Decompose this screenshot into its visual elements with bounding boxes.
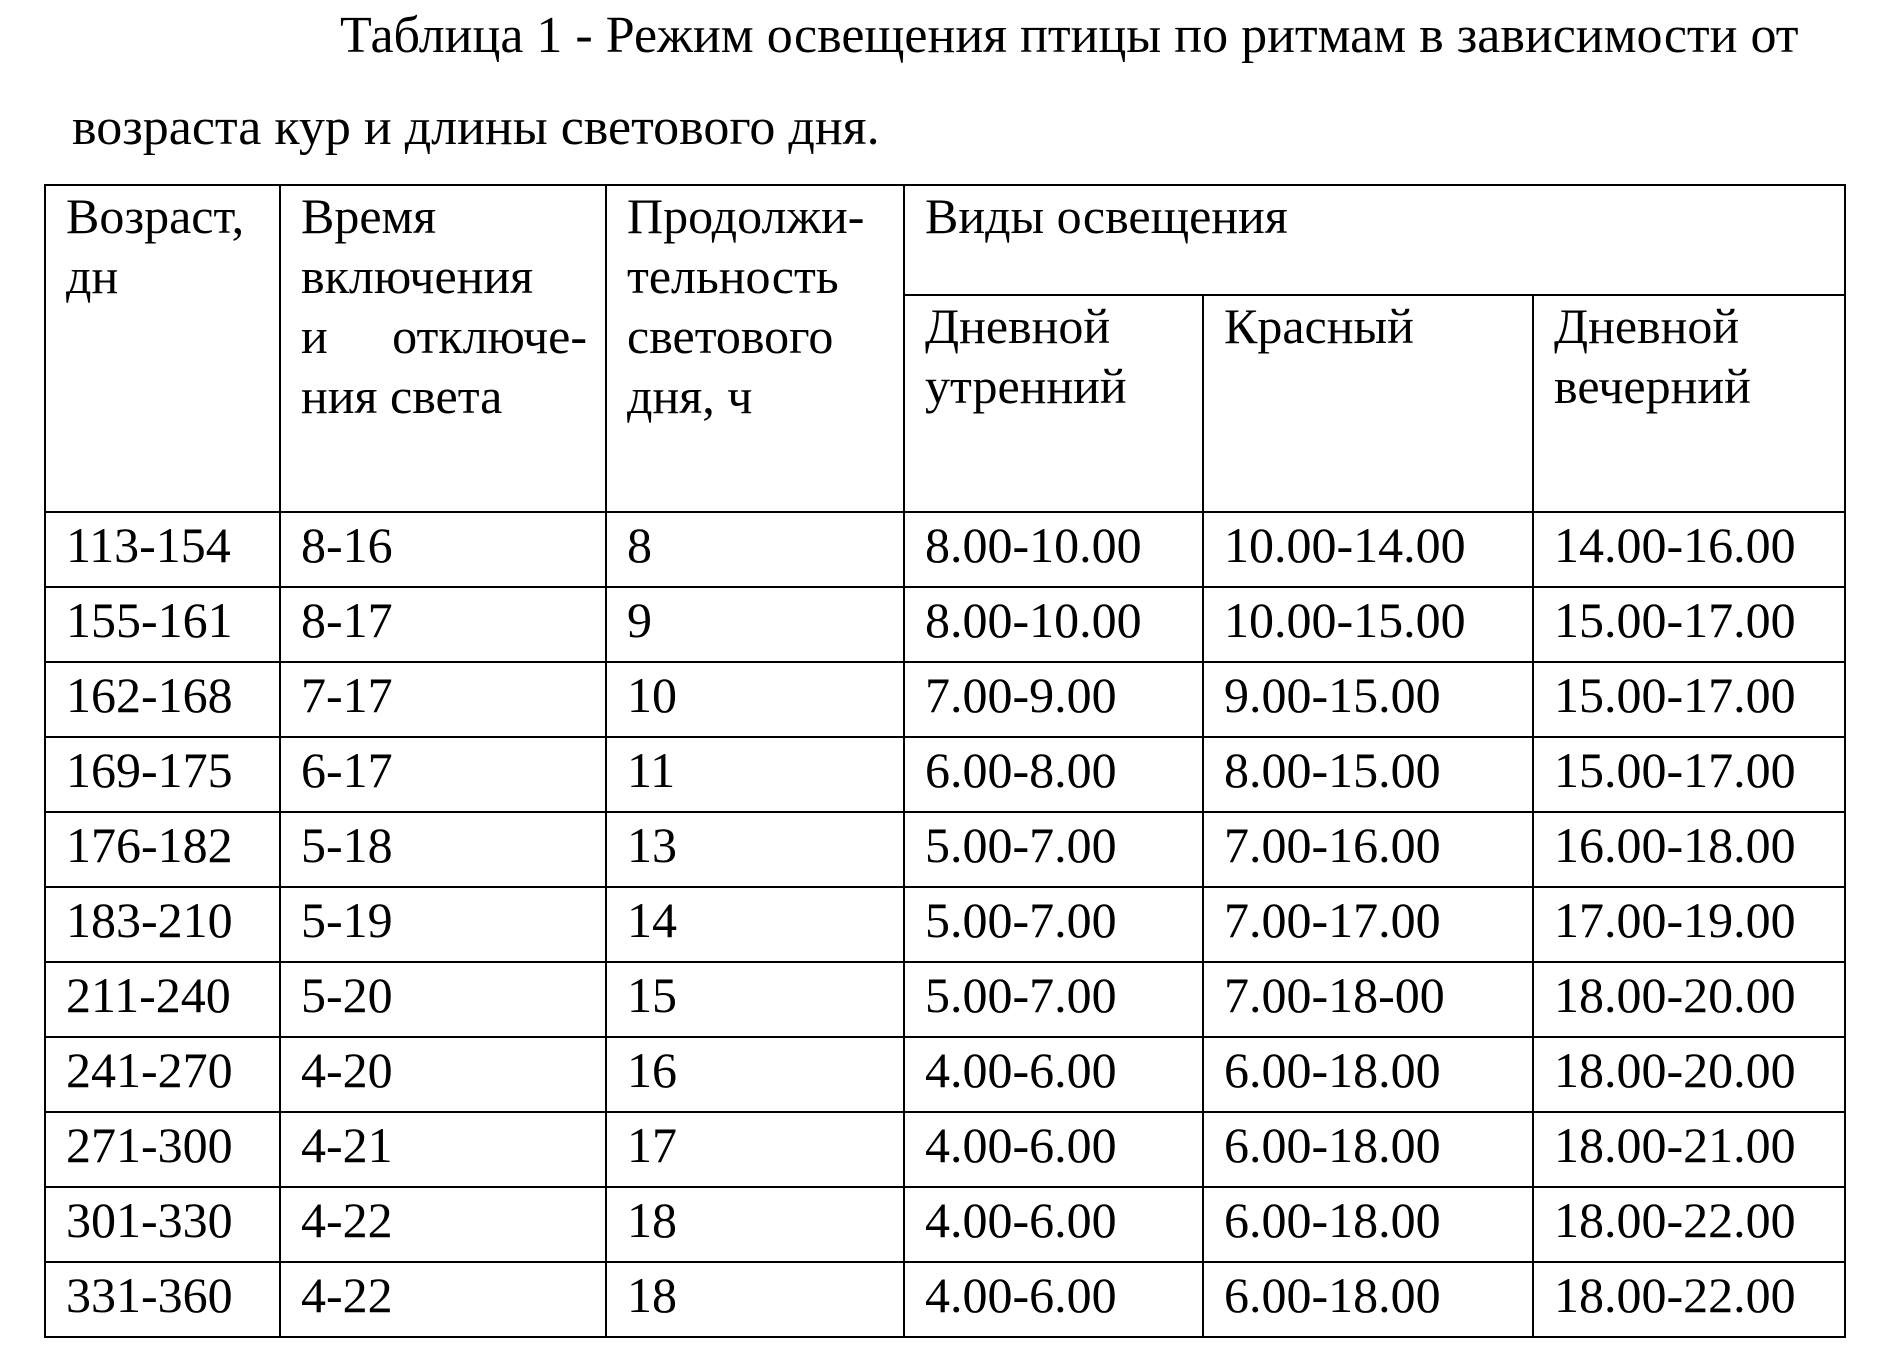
cell-on-off-time: 4-22 [280, 1262, 606, 1337]
table-row [45, 1262, 1845, 1337]
cell-age: 211-240 [45, 962, 280, 1037]
table-row [45, 662, 1845, 737]
cell-day-length: 18 [606, 1262, 904, 1337]
cell-day-length: 17 [606, 1112, 904, 1187]
cell-day-length: 14 [606, 887, 904, 962]
cell-day-evening: 15.00-17.00 [1533, 587, 1845, 662]
cell-red: 8.00-15.00 [1203, 737, 1533, 812]
cell-on-off-time: 7-17 [280, 662, 606, 737]
cell-day-length: 18 [606, 1187, 904, 1262]
cell-day-evening: 18.00-21.00 [1533, 1112, 1845, 1187]
table-row [45, 587, 1845, 662]
cell-day-evening: 15.00-17.00 [1533, 662, 1845, 737]
cell-on-off-time: 5-18 [280, 812, 606, 887]
cell-age: 176-182 [45, 812, 280, 887]
cell-red: 9.00-15.00 [1203, 662, 1533, 737]
cell-age: 301-330 [45, 1187, 280, 1262]
table-caption-line-2: возраста кур и длины светового дня. [72, 99, 880, 156]
cell-red: 7.00-17.00 [1203, 887, 1533, 962]
cell-day-length: 8 [606, 512, 904, 587]
cell-day-morning: 4.00-6.00 [904, 1112, 1203, 1187]
cell-on-off-time: 8-17 [280, 587, 606, 662]
cell-day-evening: 18.00-22.00 [1533, 1187, 1845, 1262]
cell-day-morning: 5.00-7.00 [904, 887, 1203, 962]
cell-on-off-time: 5-19 [280, 887, 606, 962]
cell-red: 7.00-16.00 [1203, 812, 1533, 887]
cell-day-evening: 17.00-19.00 [1533, 887, 1845, 962]
cell-red: 6.00-18.00 [1203, 1112, 1533, 1187]
cell-age: 155-161 [45, 587, 280, 662]
cell-day-morning: 4.00-6.00 [904, 1262, 1203, 1337]
cell-day-evening: 18.00-20.00 [1533, 1037, 1845, 1112]
cell-day-length: 15 [606, 962, 904, 1037]
cell-age: 241-270 [45, 1037, 280, 1112]
cell-red: 10.00-14.00 [1203, 512, 1533, 587]
cell-age: 271-300 [45, 1112, 280, 1187]
cell-day-length: 9 [606, 587, 904, 662]
table-row [45, 1112, 1845, 1187]
cell-day-length: 10 [606, 662, 904, 737]
cell-day-morning: 6.00-8.00 [904, 737, 1203, 812]
header-lighting-types: Виды освещения [904, 185, 1845, 295]
cell-day-evening: 14.00-16.00 [1533, 512, 1845, 587]
header-red: Красный [1203, 295, 1533, 512]
table-row [45, 887, 1845, 962]
header-day-morning: Дневной утренний [904, 295, 1203, 512]
table-caption-line-1: Таблица 1 - Режим освещения птицы по ритмам в зависимости от [340, 7, 1799, 64]
cell-day-length: 11 [606, 737, 904, 812]
cell-on-off-time: 6-17 [280, 737, 606, 812]
cell-red: 10.00-15.00 [1203, 587, 1533, 662]
cell-day-evening: 18.00-20.00 [1533, 962, 1845, 1037]
cell-day-morning: 5.00-7.00 [904, 812, 1203, 887]
cell-age: 113-154 [45, 512, 280, 587]
table-row [45, 1037, 1845, 1112]
cell-red: 6.00-18.00 [1203, 1262, 1533, 1337]
cell-day-morning: 7.00-9.00 [904, 662, 1203, 737]
header-day-evening: Дневной вечерний [1533, 295, 1845, 512]
cell-age: 183-210 [45, 887, 280, 962]
cell-day-evening: 16.00-18.00 [1533, 812, 1845, 887]
cell-on-off-time: 8-16 [280, 512, 606, 587]
cell-on-off-time: 4-21 [280, 1112, 606, 1187]
cell-on-off-time: 4-20 [280, 1037, 606, 1112]
header-age: Возраст, дн [45, 185, 280, 512]
cell-day-length: 16 [606, 1037, 904, 1112]
cell-day-evening: 15.00-17.00 [1533, 737, 1845, 812]
table-row [45, 962, 1845, 1037]
cell-day-morning: 4.00-6.00 [904, 1187, 1203, 1262]
table-row [45, 512, 1845, 587]
cell-day-length: 13 [606, 812, 904, 887]
cell-day-morning: 8.00-10.00 [904, 512, 1203, 587]
cell-day-morning: 4.00-6.00 [904, 1037, 1203, 1112]
cell-red: 6.00-18.00 [1203, 1187, 1533, 1262]
cell-red: 6.00-18.00 [1203, 1037, 1533, 1112]
table-body [45, 512, 1845, 1337]
header-on-off-time: Время включения и отключе- ния света [280, 185, 606, 512]
table-row [45, 812, 1845, 887]
cell-age: 162-168 [45, 662, 280, 737]
cell-day-morning: 8.00-10.00 [904, 587, 1203, 662]
table-row [45, 737, 1845, 812]
table-row [45, 1187, 1845, 1262]
header-day-length: Продолжи- тельность светового дня, ч [606, 185, 904, 512]
cell-on-off-time: 5-20 [280, 962, 606, 1037]
cell-day-morning: 5.00-7.00 [904, 962, 1203, 1037]
lighting-schedule-table [44, 184, 1846, 1338]
cell-age: 331-360 [45, 1262, 280, 1337]
header-row-1 [45, 185, 1845, 295]
cell-age: 169-175 [45, 737, 280, 812]
cell-red: 7.00-18-00 [1203, 962, 1533, 1037]
cell-on-off-time: 4-22 [280, 1187, 606, 1262]
cell-day-evening: 18.00-22.00 [1533, 1262, 1845, 1337]
